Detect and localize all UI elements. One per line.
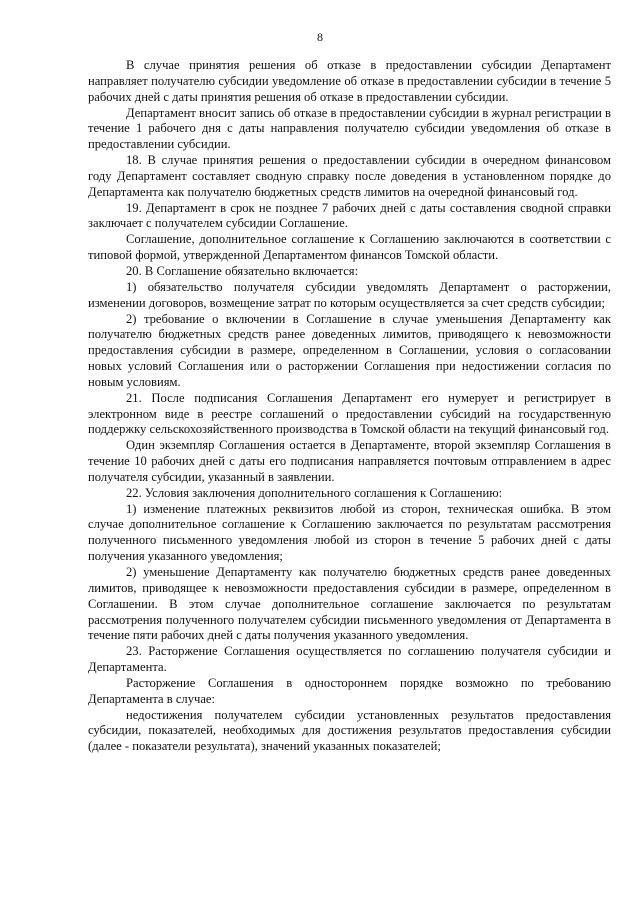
page-number: 8 (317, 30, 323, 44)
paragraph-agreement-form: Соглашение, дополнительное соглашение к Соглашению заключаются в соответствии с типовой формой, утвержденной Департаментом финансов Томской области. (88, 232, 611, 263)
paragraph-22-item-1: 1) изменение платежных реквизитов любой из сторон, техническая ошибка. В этом случае дополнительное соглашение к Соглашению заключается по результатам рассмотрения полученного письменного уведомления любой из сторон в течение 5 рабочих дней с даты получения указанного уведомления; (88, 501, 611, 564)
paragraph-20-item-1: 1) обязательство получателя субсидии уведомлять Департамент о расторжении, изменении договоров, возмещение затрат по которым осуществляется за счет средств субсидии; (88, 279, 611, 310)
paragraph-19: 19. Департамент в срок не позднее 7 рабочих дней с даты составления сводной справки заключает с получателем субсидии Соглашение. (88, 200, 611, 231)
paragraph-agreement-copy: Один экземпляр Соглашения остается в Департаменте, второй экземпляр Соглашения в течение 10 рабочих дней с даты его подписания направляется почтовым отправлением в адрес получателя субсидии, указанный в заявлении. (88, 438, 611, 484)
paragraph-21: 21. После подписания Соглашения Департамент его нумерует и регистрирует в электронном виде в реестре соглашений о предоставлении субсидий на государственную поддержку сельскохозяйственного производства в Томской области на текущий финансовый год. (88, 390, 611, 437)
paragraph-22-item-2: 2) уменьшение Департаменту как получателю бюджетных средств ранее доведенных лимитов, приводящее к невозможности предоставления субсидии в размере, определенном в Соглашении. В этом случае дополнительное соглашение заключается по результатам рассмотрения полученного получателем субсидии письменного уведомления от Департамента в течение пяти рабочих дней с даты получения указанного уведомления. (88, 565, 611, 643)
paragraph-23: 23. Расторжение Соглашения осуществляется по соглашению получателя субсидии и Департамента. (88, 644, 611, 675)
document-body (88, 58, 611, 755)
paragraph-non-achievement: недостижения получателем субсидии установленных результатов предоставления субсидии, показателей, необходимых для достижения результатов предоставления субсидии (далее - показатели результата), значений указанных показателей; (88, 707, 611, 754)
paragraph-refusal-journal: Департамент вносит запись об отказе в предоставлении субсидии в журнал регистрации в течение 1 рабочего дня с даты направления получателю субсидии уведомления об отказе в предоставлении субсидии. (88, 105, 611, 152)
paragraph-20-item-2: 2) требование о включении в Соглашение в случае уменьшения Департаменту как получателю бюджетных средств ранее доведенных лимитов, приводящего к невозможности предоставления субсидии в размере, определенном в Соглашении, условия о согласовании новых условий Соглашения или о расторжении Соглашения при недостижении согласия по новым условиям. (88, 311, 611, 389)
paragraph-18: 18. В случае принятия решения о предоставлении субсидии в очередном финансовом году Департамент составляет сводную справку после доведения в установленном порядке до Департамента как получателю бюджетных средств лимитов на очередной финансовый год. (88, 153, 611, 199)
paragraph-20: 20. В Соглашение обязательно включается: (126, 263, 359, 278)
paragraph-22: 22. Условия заключения дополнительного соглашения к Соглашению: (126, 485, 503, 500)
paragraph-unilateral-termination: Расторжение Соглашения в одностороннем порядке возможно по требованию Департамента в случае: (88, 675, 611, 706)
paragraph-refusal-notice: В случае принятия решения об отказе в предоставлении субсидии Департамент направляет получателю субсидии уведомление об отказе в предоставлении субсидии в течение 5 рабочих дней с даты принятия решения об отказе в предоставлении субсидии. (88, 58, 611, 104)
